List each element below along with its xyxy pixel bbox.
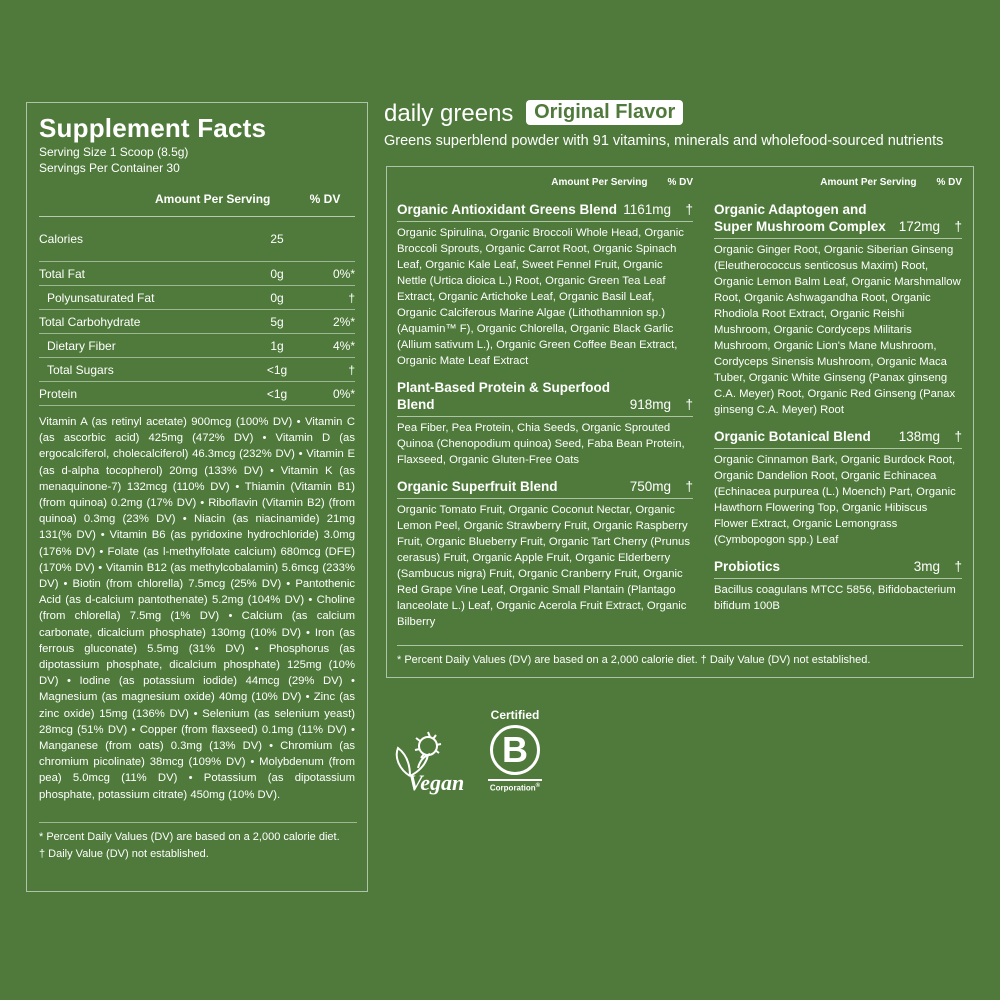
- nutrient-amount: 0g: [270, 290, 284, 305]
- nutrient-amount: 0g: [270, 266, 284, 281]
- blend-ingredients: Pea Fiber, Pea Protein, Chia Seeds, Organic Sprouted Quinoa (Chenopodium quinoa) Seed, Faba Bean Protein, Flaxseed, Organic Gluten-Free Oats: [397, 416, 693, 468]
- blend-amount: 172mg: [898, 219, 940, 234]
- blend-amount: 138mg: [898, 429, 940, 444]
- nutrient-row: [39, 262, 355, 286]
- blend-ingredients: Organic Ginger Root, Organic Siberian Ginseng (Eleutherococcus senticosus Maxim) Root, Organic Lemon Balm Leaf, Organic Marshmallow Root, Organic Ashwagandha Root, Organic Rhodiola Root Extract, Organic Reishi Mushroom, Organic Cordyceps Militaris Mushroom, Organic Lion's Mane Mushroom, Cordyceps Sinensis Mushroom, Organic Maca Tuber, Organic White Ginseng (Panax ginseng C.A. Meyer) Root, Organic Red Ginseng (Panax ginseng C.A. Meyer) Root: [714, 238, 962, 418]
- vegan-logo-icon: [388, 720, 474, 796]
- supplement-facts-panel: [26, 102, 368, 892]
- nutrient-name: Total Sugars: [47, 362, 114, 377]
- blend-header-right: [714, 167, 962, 197]
- flavor-badge: Original Flavor: [526, 100, 683, 125]
- blend-header-left: [397, 167, 693, 197]
- product-name: daily greens: [384, 100, 514, 127]
- col-amount-per-serving: Amount Per Serving: [820, 176, 917, 188]
- blend-footnote: * Percent Daily Values (DV) are based on a 2,000 calorie diet. † Daily Value (DV) not established.: [397, 645, 963, 666]
- footnote-dagger: † Daily Value (DV) not established.: [39, 848, 209, 860]
- blend-item: [397, 478, 693, 630]
- nutrient-dv: †: [348, 362, 355, 377]
- b-circle-icon: [490, 725, 540, 775]
- blend-dv: †: [954, 219, 962, 234]
- nutrient-dv: 4%*: [332, 338, 355, 353]
- nutrient-name: Total Carbohydrate: [39, 314, 141, 329]
- nutrient-row: [39, 382, 355, 406]
- col-amount-per-serving: Amount Per Serving: [551, 176, 648, 188]
- blend-name: Plant-Based Protein & Superfood Blend: [397, 380, 611, 412]
- blend-item: [714, 201, 962, 418]
- blend-amount: 750mg: [629, 479, 671, 494]
- nutrient-amount: 5g: [270, 314, 284, 329]
- nutrient-dv: †: [348, 290, 355, 305]
- blend-dv: †: [685, 479, 693, 494]
- nutrient-row: [39, 286, 355, 310]
- nutrient-row: [39, 310, 355, 334]
- blend-dv: †: [954, 559, 962, 574]
- blend-ingredients: Organic Tomato Fruit, Organic Coconut Nectar, Organic Lemon Peel, Organic Strawberry Fruit, Organic Raspberry Fruit, Organic Blueberry Fruit, Organic Tart Cherry (Prunus cerasus) Fruit, Organic Apple Fruit, Organic Elderberry (Sambucus nigra) Fruit, Organic Cranberry Fruit, Organic Red Grape Vine Leaf, Organic Small Plantain (Plantago lanceolate L.) Leaf, Organic Acerola Fruit Extract, Organic Bilberry: [397, 498, 693, 630]
- vitamins-minerals-list: Vitamin A (as retinyl acetate) 900mcg (100% DV) • Vitamin C (as ascorbic acid) 425mg (472% DV) • Vitamin D (as ergocalciferol, cholecalciferol) 46.3mcg (232% DV) • Vitamin E (as d-alpha tocopherol) 20mg (133% DV) • Vitamin K (as menaquinone-7) 132mcg (110% DV) • Thiamin (Vitamin B1) (from quinoa) 0.2mg (17% DV) • Riboflavin (Vitamin B2) (from quinoa) 0.3mg (23% DV) • Niacin (as niacinamide) 21mg 131(% DV) • Vitamin B6 (as pyridoxine hydrochloride) 3.0mg (176% DV) • Folate (as l-methylfolate calcium) 680mcg (DFE) (170% DV) • Vitamin B12 (as methylcobalamin) 5.6mcg (233% DV) • Biotin (from chlorella) 7.5mcg (25% DV) • Pantothenic Acid (as d-calcium pantothenate) 5.2mg (104% DV) • Choline (from chlorella) 7.5mg (1% DV) • Calcium (as calcium carbonate, dicalcium phosphate) 130mg (10% DV) • Iron (as ferrous gluconate) 5.5mg (31% DV) • Phosphorus (as dipotassium phosphate, dicalcium phosphate) 125mg (10% DV) • Iodine (as potassium iodide) 44mcg (29% DV) • Magnesium (as magnesium oxide) 40mg (10% DV) • Zinc (as zinc oxide) 15mg (136% DV) • Selenium (as selenium yeast) 28mcg (51% DV) • Copper (from flaxseed) 0.1mg (11% DV) • Manganese (from oats) 0.3mg (13% DV) • Chromium (as chromium picolinate) 38mcg (109% DV) • Molybdenum (from pea) 5.0mcg (11% DV) • Potassium (as dipotassium phosphate, potassium citrate) 450mg (10% DV).: [39, 416, 355, 801]
- nutrient-amount: 1g: [270, 338, 284, 353]
- blend-item: [714, 558, 962, 614]
- blend-panel: [386, 166, 974, 678]
- bcorp-divider: [488, 779, 542, 781]
- blend-name: Organic Botanical Blend: [714, 429, 871, 444]
- servings-per-container: Servings Per Container 30: [39, 161, 180, 175]
- footnote-dv: * Percent Daily Values (DV) are based on a 2,000 calorie diet.: [39, 831, 340, 843]
- bcorp-logo: [486, 708, 544, 793]
- col-amount-per-serving: Amount Per Serving: [155, 192, 271, 206]
- serving-size: Serving Size 1 Scoop (8.5g): [39, 145, 189, 159]
- blend-dv: †: [685, 202, 693, 217]
- blend-ingredients: Organic Spirulina, Organic Broccoli Whole Head, Organic Broccoli Sprouts, Organic Carrot Root, Organic Spinach Leaf, Organic Kale Leaf, Sweet Fennel Fruit, Organic Nettle (Urtica dioica L.) Root, Organic Green Tea Leaf Extract, Organic Artichoke Leaf, Organic Basil Leaf, Organic Calciferous Marine Algae (Lithothamnion sp.) (Aquamin™ F), Organic Chlorella, Organic Black Garlic (Allium sativum L.), Organic Green Coffee Bean Extract, Organic Mate Leaf Extract: [397, 221, 693, 369]
- nutrient-row: [39, 334, 355, 358]
- blend-dv: †: [954, 429, 962, 444]
- blend-title-row: [397, 478, 693, 495]
- blend-name: Organic Antioxidant Greens Blend: [397, 202, 618, 217]
- blend-title-row: [714, 428, 962, 445]
- col-dv: % DV: [667, 176, 693, 188]
- nutrient-amount: <1g: [266, 386, 288, 401]
- bcorp-corporation: Corporation®: [489, 783, 541, 793]
- blend-item: [397, 379, 693, 468]
- blend-column-left: [397, 167, 693, 630]
- nutrient-name: Polyunsaturated Fat: [47, 290, 155, 305]
- bcorp-certified: Certified: [490, 708, 540, 722]
- nutrient-dv: 2%*: [332, 314, 355, 329]
- col-dv: % DV: [309, 192, 341, 206]
- blend-item: [397, 201, 693, 369]
- blend-list-left: [397, 201, 693, 630]
- nutrient-name: Calories: [39, 232, 84, 246]
- nutrient-name: Total Fat: [39, 266, 86, 281]
- blend-name: Organic Adaptogen and Super Mushroom Complex: [714, 202, 886, 234]
- blend-name: Probiotics: [714, 559, 781, 574]
- blend-amount: 1161mg: [623, 202, 671, 217]
- blend-item: [714, 428, 962, 548]
- nutrient-row: [39, 358, 355, 382]
- nutrient-amount: 25: [270, 232, 284, 246]
- supplement-table-header: [39, 192, 355, 217]
- blend-title-row: [397, 201, 693, 218]
- blend-amount: 3mg: [913, 559, 940, 574]
- supplement-facts-title: Supplement Facts: [39, 113, 267, 143]
- supplement-rows: [39, 217, 355, 406]
- blend-dv: †: [685, 397, 693, 412]
- nutrient-name: Dietary Fiber: [47, 338, 116, 353]
- blend-list-right: [714, 201, 962, 614]
- nutrient-name: Protein: [39, 386, 78, 401]
- product-subtitle: Greens superblend powder with 91 vitamins, minerals and wholefood-sourced nutrients: [384, 133, 944, 149]
- blend-amount: 918mg: [629, 397, 671, 412]
- vegan-logo-text: Vegan: [408, 770, 465, 795]
- product-title: [384, 100, 683, 128]
- nutrient-amount: <1g: [266, 362, 288, 377]
- blend-ingredients: Bacillus coagulans MTCC 5856, Bifidobacterium bifidum 100B: [714, 578, 962, 614]
- blend-ingredients: Organic Cinnamon Bark, Organic Burdock Root, Organic Dandelion Root, Organic Echinacea (Echinacea purpurea (L.) Moench) Part, Organic Hawthorn Flowering Top, Organic Hibiscus Flower Extract, Organic Lemongrass (Cymbopogon spp.) Leaf: [714, 448, 962, 548]
- blend-title-row: [714, 201, 962, 235]
- blend-title-row: [397, 379, 693, 413]
- blend-title-row: [714, 558, 962, 575]
- nutrient-dv: 0%*: [332, 266, 355, 281]
- supplement-footnotes: [39, 822, 357, 863]
- blend-column-right: [714, 167, 962, 614]
- col-dv: % DV: [936, 176, 962, 188]
- bcorp-letter: B: [502, 729, 528, 770]
- nutrient-row: [39, 217, 355, 262]
- nutrient-dv: 0%*: [332, 386, 355, 401]
- blend-name: Organic Superfruit Blend: [397, 479, 558, 494]
